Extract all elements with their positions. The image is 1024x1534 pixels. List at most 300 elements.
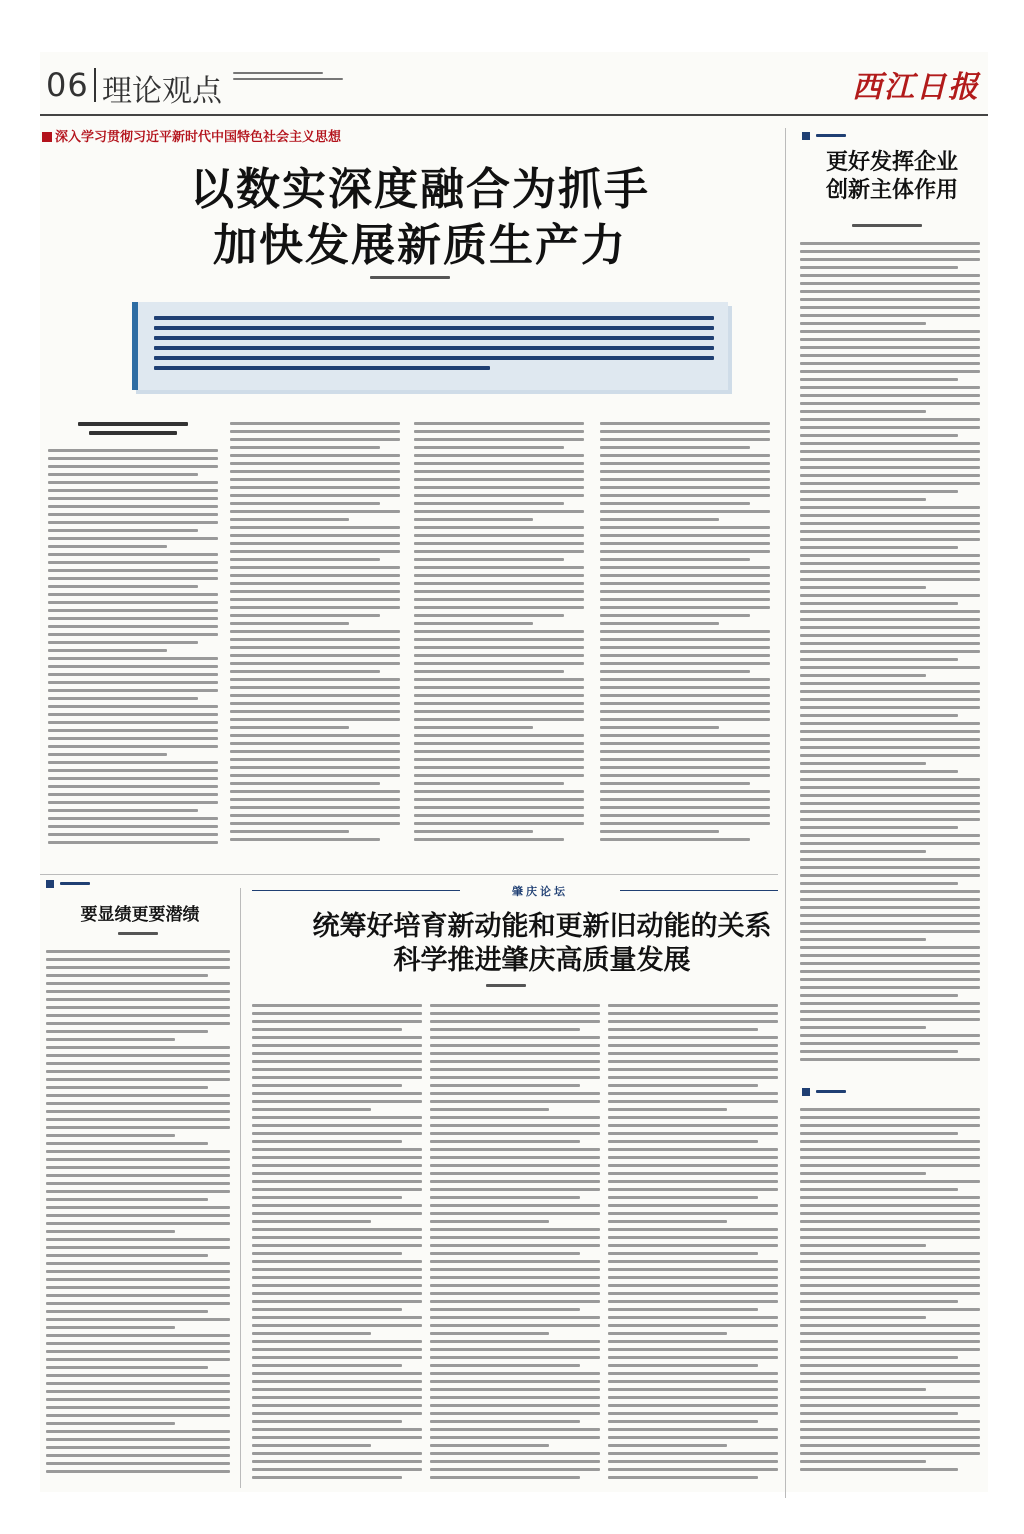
text-line bbox=[252, 1044, 422, 1047]
series-tag-text: 深入学习贯彻习近平新时代中国特色社会主义思想 bbox=[55, 130, 342, 145]
text-line bbox=[800, 746, 980, 749]
lower-article-title bbox=[262, 910, 822, 978]
text-line bbox=[608, 1372, 778, 1375]
text-line bbox=[800, 986, 980, 989]
text-line bbox=[252, 1244, 422, 1247]
text-line bbox=[46, 1310, 208, 1313]
text-line bbox=[800, 1348, 980, 1351]
text-line bbox=[252, 1372, 422, 1375]
text-line bbox=[48, 801, 218, 804]
text-line bbox=[430, 1460, 600, 1463]
text-line bbox=[608, 1084, 758, 1087]
text-line bbox=[800, 290, 980, 293]
lower-body-col-1 bbox=[252, 1004, 422, 1484]
text-line bbox=[46, 1382, 230, 1385]
text-line bbox=[46, 1206, 230, 1209]
text-line bbox=[800, 978, 980, 981]
text-line bbox=[600, 686, 770, 689]
text-line bbox=[608, 1332, 727, 1335]
text-line bbox=[800, 1444, 980, 1447]
text-line bbox=[600, 630, 770, 633]
text-line bbox=[230, 606, 400, 609]
text-line bbox=[48, 641, 198, 644]
text-line bbox=[46, 1110, 230, 1113]
text-line bbox=[414, 830, 533, 833]
text-line bbox=[800, 482, 980, 485]
text-line bbox=[600, 758, 770, 761]
text-line bbox=[46, 1062, 230, 1065]
text-line bbox=[800, 930, 980, 933]
text-line bbox=[800, 1372, 980, 1375]
sidebar-tag-bottom bbox=[802, 1088, 846, 1098]
text-line bbox=[46, 1454, 230, 1457]
text-line bbox=[230, 822, 400, 825]
text-line bbox=[800, 490, 958, 493]
text-line bbox=[430, 1036, 600, 1039]
text-line bbox=[600, 646, 770, 649]
text-line bbox=[252, 1404, 422, 1407]
text-line bbox=[800, 306, 980, 309]
text-line bbox=[46, 1446, 230, 1449]
text-line bbox=[48, 497, 218, 500]
text-line bbox=[800, 1420, 980, 1423]
text-line bbox=[252, 1476, 402, 1479]
text-line bbox=[414, 558, 564, 561]
text-line bbox=[46, 1326, 175, 1329]
text-line bbox=[800, 242, 980, 245]
text-line bbox=[800, 554, 980, 557]
text-line bbox=[608, 1244, 778, 1247]
text-line bbox=[430, 1436, 600, 1439]
text-line bbox=[414, 454, 584, 457]
text-line bbox=[800, 786, 980, 789]
text-line bbox=[48, 545, 167, 548]
text-line bbox=[48, 529, 198, 532]
text-line bbox=[608, 1260, 778, 1263]
text-line bbox=[48, 737, 218, 740]
text-line bbox=[414, 526, 584, 529]
text-line bbox=[252, 1308, 402, 1311]
text-line bbox=[252, 1284, 422, 1287]
text-line bbox=[252, 1188, 422, 1191]
text-line bbox=[800, 362, 980, 365]
text-line bbox=[800, 1124, 980, 1127]
text-line bbox=[608, 1068, 778, 1071]
text-line bbox=[800, 1428, 980, 1431]
text-line bbox=[608, 1060, 778, 1063]
text-line bbox=[46, 1254, 208, 1257]
text-line bbox=[430, 1316, 600, 1319]
text-line bbox=[430, 1372, 600, 1375]
text-line bbox=[252, 1140, 402, 1143]
text-line bbox=[600, 446, 750, 449]
text-line bbox=[252, 1444, 371, 1447]
text-line bbox=[46, 1006, 230, 1009]
text-line bbox=[46, 1422, 175, 1425]
text-line bbox=[46, 1022, 230, 1025]
text-line bbox=[600, 670, 750, 673]
text-line bbox=[800, 498, 926, 501]
text-line bbox=[46, 1318, 230, 1321]
text-line bbox=[414, 582, 584, 585]
text-line bbox=[46, 958, 230, 961]
text-line bbox=[600, 422, 770, 425]
text-line bbox=[608, 1124, 778, 1127]
text-line bbox=[430, 1172, 600, 1175]
text-line bbox=[800, 258, 980, 261]
text-line bbox=[600, 822, 770, 825]
lower-title-line2: 科学推进肇庆高质量发展 bbox=[393, 945, 691, 976]
left-lower-title: 要显绩更要潜绩 bbox=[80, 905, 200, 925]
text-line bbox=[800, 1300, 958, 1303]
text-line bbox=[46, 1262, 230, 1265]
text-line bbox=[46, 1214, 230, 1217]
text-line bbox=[230, 614, 380, 617]
text-line bbox=[430, 1220, 549, 1223]
text-line bbox=[800, 914, 980, 917]
text-line bbox=[800, 858, 980, 861]
text-line bbox=[608, 1076, 778, 1079]
text-line bbox=[414, 598, 584, 601]
main-body-col-3 bbox=[414, 422, 584, 852]
text-line bbox=[430, 1204, 600, 1207]
text-line bbox=[230, 502, 380, 505]
text-line bbox=[800, 458, 980, 461]
text-line bbox=[800, 538, 980, 541]
text-line bbox=[800, 1018, 980, 1021]
text-line bbox=[430, 1068, 600, 1071]
sidebar-tag-top bbox=[802, 132, 846, 142]
text-line bbox=[430, 1420, 580, 1423]
text-line bbox=[800, 1188, 958, 1191]
text-line bbox=[608, 1092, 778, 1095]
text-line bbox=[230, 478, 400, 481]
text-line bbox=[600, 518, 719, 521]
text-line bbox=[48, 777, 218, 780]
text-line bbox=[414, 734, 584, 737]
subheading-1 bbox=[78, 422, 188, 435]
text-line bbox=[800, 1116, 980, 1119]
text-line bbox=[600, 470, 770, 473]
newspaper-page bbox=[40, 52, 988, 1492]
text-line bbox=[800, 762, 926, 765]
text-line bbox=[600, 478, 770, 481]
text-line bbox=[48, 577, 218, 580]
text-line bbox=[230, 798, 400, 801]
text-line bbox=[48, 681, 218, 684]
text-line bbox=[252, 1124, 422, 1127]
page-number: 06 bbox=[46, 66, 89, 104]
text-line bbox=[414, 470, 584, 473]
text-line bbox=[800, 514, 980, 517]
text-line bbox=[800, 1212, 980, 1215]
text-line bbox=[600, 622, 719, 625]
text-line bbox=[608, 1156, 778, 1159]
text-line bbox=[46, 1030, 208, 1033]
text-line bbox=[48, 585, 198, 588]
text-line bbox=[46, 1294, 230, 1297]
text-line bbox=[800, 794, 980, 797]
text-line bbox=[414, 766, 584, 769]
text-line bbox=[230, 598, 400, 601]
text-line bbox=[430, 1452, 600, 1455]
text-line bbox=[230, 702, 400, 705]
text-line bbox=[48, 729, 218, 732]
text-line bbox=[600, 526, 770, 529]
text-line bbox=[230, 446, 380, 449]
text-line bbox=[608, 1164, 778, 1167]
lower-title-line1: 统筹好培育新动能和更新旧动能的关系 bbox=[312, 911, 772, 942]
text-line bbox=[800, 738, 980, 741]
main-body-col-1 bbox=[48, 412, 218, 852]
text-line bbox=[600, 566, 770, 569]
text-line bbox=[252, 1020, 422, 1023]
text-line bbox=[608, 1308, 758, 1311]
text-line bbox=[600, 638, 770, 641]
text-line bbox=[430, 1276, 600, 1279]
text-line bbox=[600, 662, 770, 665]
text-line bbox=[800, 1140, 980, 1143]
text-line bbox=[800, 506, 980, 509]
text-line bbox=[230, 750, 400, 753]
text-line bbox=[430, 1244, 600, 1247]
text-line bbox=[800, 690, 980, 693]
text-line bbox=[46, 1270, 230, 1273]
text-line bbox=[46, 1238, 230, 1241]
text-line bbox=[800, 442, 980, 445]
text-line bbox=[800, 1148, 980, 1151]
text-line bbox=[600, 510, 770, 513]
text-line bbox=[800, 1380, 980, 1383]
text-line bbox=[800, 1156, 980, 1159]
text-line bbox=[800, 1026, 926, 1029]
text-line bbox=[600, 718, 770, 721]
text-line bbox=[414, 694, 584, 697]
text-line bbox=[600, 782, 750, 785]
main-title-line1: 以数实深度融合为抓手 bbox=[190, 164, 650, 215]
text-line bbox=[600, 502, 750, 505]
text-line bbox=[430, 1124, 600, 1127]
text-line bbox=[46, 1470, 230, 1473]
text-line bbox=[252, 1436, 422, 1439]
sidebar-top-body bbox=[800, 242, 980, 1072]
text-line bbox=[608, 1300, 778, 1303]
text-line bbox=[46, 1414, 230, 1417]
text-line bbox=[48, 609, 218, 612]
text-line bbox=[600, 742, 770, 745]
text-line bbox=[800, 546, 958, 549]
text-line bbox=[800, 1396, 980, 1399]
text-line bbox=[46, 998, 230, 1001]
text-line bbox=[48, 537, 218, 540]
text-line bbox=[230, 542, 400, 545]
text-line bbox=[430, 1324, 600, 1327]
series-tag bbox=[42, 126, 341, 145]
text-line bbox=[430, 1004, 600, 1007]
text-line bbox=[252, 1348, 422, 1351]
text-line bbox=[252, 1452, 422, 1455]
left-lower-tag bbox=[46, 880, 90, 890]
text-line bbox=[46, 1286, 230, 1289]
text-line bbox=[230, 630, 400, 633]
text-line bbox=[48, 625, 218, 628]
text-line bbox=[608, 1324, 778, 1327]
text-line bbox=[48, 689, 218, 692]
text-line bbox=[252, 1340, 422, 1343]
text-line bbox=[608, 1444, 727, 1447]
text-line bbox=[414, 518, 533, 521]
text-line bbox=[230, 742, 400, 745]
text-line bbox=[230, 734, 400, 737]
text-line bbox=[414, 790, 584, 793]
text-line bbox=[414, 566, 584, 569]
text-line bbox=[600, 438, 770, 441]
text-line bbox=[608, 1268, 778, 1271]
text-line bbox=[414, 782, 564, 785]
text-line bbox=[230, 662, 400, 665]
text-line bbox=[46, 1094, 230, 1097]
text-line bbox=[230, 782, 380, 785]
text-line bbox=[46, 1390, 230, 1393]
text-line bbox=[48, 553, 218, 556]
text-line bbox=[252, 1084, 402, 1087]
text-line bbox=[608, 1036, 778, 1039]
text-line bbox=[48, 657, 218, 660]
abstract-box bbox=[132, 302, 728, 390]
text-line bbox=[46, 1190, 230, 1193]
text-line bbox=[230, 518, 349, 521]
text-line bbox=[430, 1356, 600, 1359]
text-line bbox=[48, 561, 218, 564]
text-line bbox=[600, 790, 770, 793]
text-line bbox=[800, 1404, 980, 1407]
text-line bbox=[800, 354, 980, 357]
text-line bbox=[800, 850, 926, 853]
text-line bbox=[46, 1406, 230, 1409]
text-line bbox=[46, 1374, 230, 1377]
text-line bbox=[230, 438, 400, 441]
text-line bbox=[800, 906, 980, 909]
text-line bbox=[46, 1046, 230, 1049]
text-line bbox=[252, 1068, 422, 1071]
main-article-title bbox=[140, 162, 700, 274]
text-line bbox=[46, 1198, 208, 1201]
text-line bbox=[430, 1292, 600, 1295]
text-line bbox=[800, 474, 980, 477]
text-line bbox=[230, 494, 400, 497]
text-line bbox=[252, 1204, 422, 1207]
text-line bbox=[600, 462, 770, 465]
text-line bbox=[800, 378, 958, 381]
column-label: 肇庆论坛 bbox=[460, 883, 620, 899]
text-line bbox=[608, 1348, 778, 1351]
text-line bbox=[430, 1132, 600, 1135]
text-line bbox=[800, 1172, 926, 1175]
text-line bbox=[48, 825, 218, 828]
text-line bbox=[48, 593, 218, 596]
text-line bbox=[414, 702, 584, 705]
text-line bbox=[430, 1396, 600, 1399]
text-line bbox=[600, 494, 770, 497]
text-line bbox=[430, 1412, 600, 1415]
text-line bbox=[608, 1020, 778, 1023]
text-line bbox=[800, 418, 980, 421]
text-line bbox=[800, 1034, 980, 1037]
text-line bbox=[48, 601, 218, 604]
text-line bbox=[414, 446, 564, 449]
text-line bbox=[230, 766, 400, 769]
text-line bbox=[608, 1452, 778, 1455]
text-line bbox=[608, 1292, 778, 1295]
text-line bbox=[800, 1364, 980, 1367]
text-line bbox=[414, 494, 584, 497]
text-line bbox=[800, 1460, 926, 1463]
text-line bbox=[46, 1182, 230, 1185]
text-line bbox=[48, 633, 218, 636]
text-line bbox=[252, 1332, 371, 1335]
text-line bbox=[800, 1108, 980, 1111]
text-line bbox=[230, 646, 400, 649]
text-line bbox=[430, 1108, 549, 1111]
text-line bbox=[46, 1398, 230, 1401]
text-line bbox=[48, 673, 218, 676]
text-line bbox=[800, 1356, 958, 1359]
text-line bbox=[252, 1164, 422, 1167]
text-line bbox=[46, 1302, 230, 1305]
text-line bbox=[608, 1004, 778, 1007]
text-line bbox=[800, 530, 980, 533]
text-line bbox=[414, 646, 584, 649]
text-line bbox=[800, 1058, 980, 1061]
text-line bbox=[414, 750, 584, 753]
text-line bbox=[800, 698, 980, 701]
text-line bbox=[252, 1380, 422, 1383]
text-line bbox=[48, 753, 167, 756]
text-line bbox=[252, 1356, 422, 1359]
text-line bbox=[252, 1180, 422, 1183]
text-line bbox=[46, 1054, 230, 1057]
text-line bbox=[800, 1436, 980, 1439]
text-line bbox=[230, 622, 349, 625]
text-line bbox=[48, 617, 218, 620]
text-line bbox=[46, 982, 230, 985]
text-line bbox=[800, 1010, 980, 1013]
text-line bbox=[800, 1452, 980, 1455]
text-line bbox=[608, 1388, 778, 1391]
text-line bbox=[608, 1204, 778, 1207]
text-line bbox=[800, 802, 980, 805]
text-line bbox=[414, 798, 584, 801]
text-line bbox=[430, 1196, 580, 1199]
text-line bbox=[46, 1366, 208, 1369]
text-line bbox=[46, 1038, 175, 1041]
text-line bbox=[252, 1004, 422, 1007]
text-line bbox=[414, 430, 584, 433]
text-line bbox=[600, 710, 770, 713]
text-line bbox=[230, 454, 400, 457]
text-line bbox=[608, 1172, 778, 1175]
text-line bbox=[600, 814, 770, 817]
text-line bbox=[800, 266, 958, 269]
text-line bbox=[46, 1278, 230, 1281]
text-line bbox=[608, 1220, 727, 1223]
text-line bbox=[414, 838, 564, 841]
text-line bbox=[430, 1028, 580, 1031]
text-line bbox=[600, 542, 770, 545]
text-line bbox=[252, 1268, 422, 1271]
text-line bbox=[800, 898, 980, 901]
text-line bbox=[46, 1070, 230, 1073]
